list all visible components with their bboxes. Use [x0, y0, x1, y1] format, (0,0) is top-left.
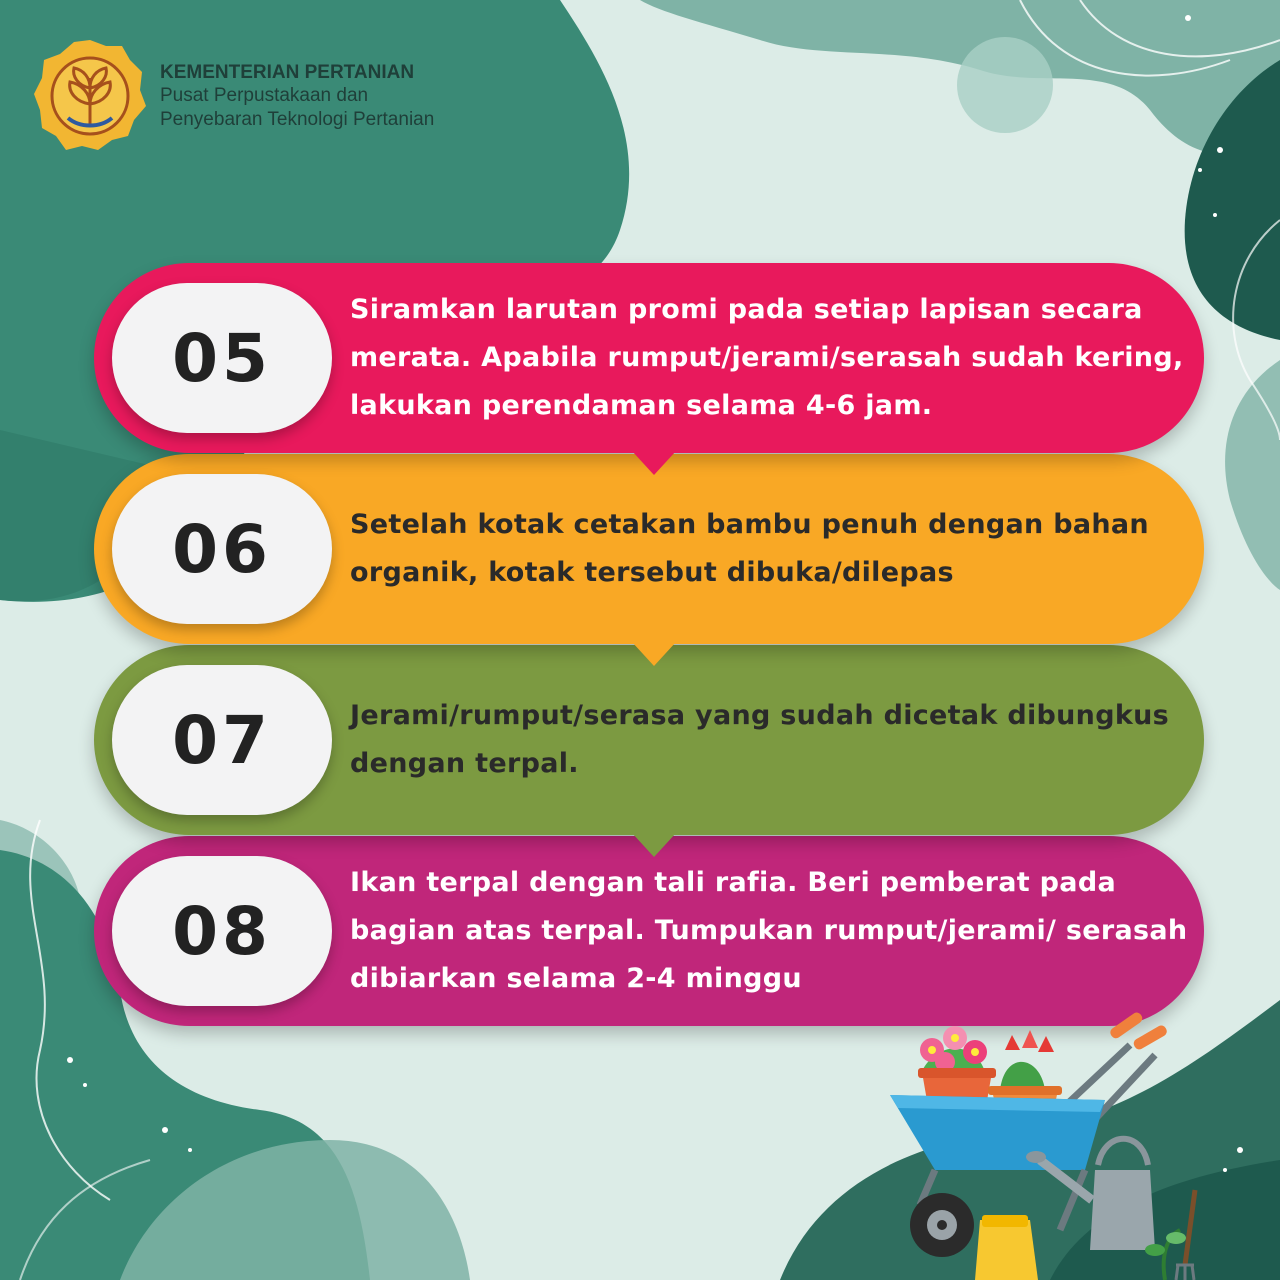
- wheelbarrow-garden-icon: [880, 1010, 1200, 1280]
- header: [30, 36, 434, 156]
- step-text: Ikan terpal dengan tali rafia. Beri pemberat pada bagian atas terpal. Tumpukan rumput/jerami/ serasah dibiarkan selama 2-4 minggu: [350, 867, 1188, 994]
- step-text: Jerami/rumput/serasa yang sudah dicetak dibungkus dengan terpal.: [350, 700, 1169, 779]
- step-number: 06: [172, 510, 272, 588]
- organization-name: KEMENTERIAN PERTANIAN: [160, 62, 415, 84]
- step-pointer: [632, 833, 676, 857]
- step-number: 07: [172, 701, 272, 779]
- step-pointer: [632, 451, 676, 475]
- step-text: Setelah kotak cetakan bambu penuh dengan bahan organik, kotak tersebut dibuka/dilepas: [350, 509, 1149, 588]
- organization-subtitle-line-1: Pusat Perpustakaan dan: [160, 85, 369, 107]
- step-number-badge: [112, 474, 332, 624]
- step-pointer: [632, 642, 676, 666]
- step-description: [350, 836, 1190, 1026]
- watering-can-icon: [1026, 1139, 1155, 1250]
- step-card-07: [94, 645, 1204, 835]
- step-description: [350, 645, 1190, 835]
- step-number: 05: [172, 319, 272, 397]
- step-description: [350, 263, 1190, 453]
- step-description: [350, 454, 1190, 644]
- ministry-logo-icon: [30, 36, 150, 156]
- step-number-badge: [112, 283, 332, 433]
- step-number-badge: [112, 665, 332, 815]
- step-text: Siramkan larutan promi pada setiap lapisan secara merata. Apabila rumput/jerami/serasah sudah kering, lakukan perendaman selama 4-6 jam.: [350, 294, 1184, 421]
- step-number-badge: [112, 856, 332, 1006]
- organization-text: [160, 61, 434, 131]
- step-card-08: [94, 836, 1204, 1026]
- step-card-06: [94, 454, 1204, 644]
- step-card-05: [94, 263, 1204, 453]
- organization-subtitle-line-2: Penyebaran Teknologi Pertanian: [160, 108, 435, 130]
- step-number: 08: [172, 892, 272, 970]
